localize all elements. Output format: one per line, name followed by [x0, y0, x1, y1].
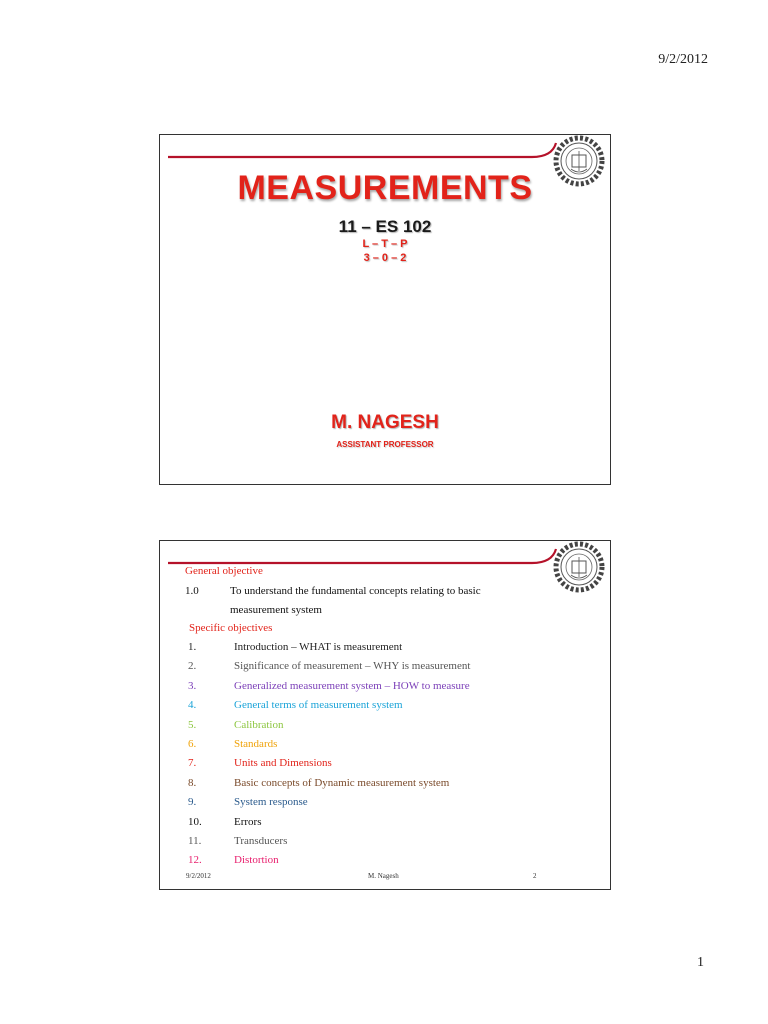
objective-number: 9. — [188, 796, 197, 809]
objective-item: Introduction – WHAT is measurement — [234, 641, 403, 653]
page-date: 9/2/2012 — [658, 52, 708, 67]
footer-page-number: 2 — [533, 872, 537, 880]
objective-number: 3. — [188, 679, 197, 692]
title-slide — [159, 134, 611, 485]
objective-item: Generalized measurement system – HOW to measure — [234, 679, 470, 692]
objective-number: 4. — [188, 699, 197, 712]
specific-objectives-heading: Specific objectives — [189, 622, 273, 634]
objective-number: 2. — [188, 660, 197, 673]
objective-item: Calibration — [234, 718, 284, 731]
general-objective-text: To understand the fundamental concepts relating to basic — [230, 585, 481, 597]
objective-item: Basic concepts of Dynamic measurement system — [234, 776, 450, 789]
general-objective-text-cont: measurement system — [230, 604, 322, 616]
objective-item: Errors — [234, 815, 262, 828]
objective-item: System response — [234, 796, 308, 809]
author-name: M. NAGESH — [331, 412, 439, 433]
objective-number: 10. — [188, 815, 202, 828]
institution-seal-icon — [553, 541, 605, 593]
objective-number: 11. — [188, 835, 202, 847]
objective-number: 1. — [188, 641, 197, 653]
general-objective-heading: General objective — [185, 565, 263, 577]
objective-item: General terms of measurement system — [234, 699, 403, 712]
objective-item: Units and Dimensions — [234, 757, 332, 770]
objective-item: Transducers — [234, 835, 288, 847]
ltp-values: 3 – 0 – 2 — [363, 252, 407, 264]
objective-number: 7. — [188, 757, 197, 770]
author-role: ASSISTANT PROFESSOR — [336, 440, 434, 449]
course-code: 11 – ES 102 — [338, 217, 432, 236]
general-objective-number: 1.0 — [185, 585, 199, 597]
objective-number: 8. — [188, 776, 197, 789]
ltp-label: L – T – P — [362, 238, 408, 250]
slide-title: MEASUREMENTS — [237, 169, 533, 207]
objective-number: 6. — [188, 738, 197, 750]
objective-item: Distortion — [234, 854, 279, 867]
page-number: 1 — [697, 955, 704, 970]
objective-item: Significance of measurement – WHY is measurement — [234, 660, 471, 673]
objective-number: 5. — [188, 718, 197, 731]
objectives-slide — [159, 540, 611, 890]
footer-author: M. Nagesh — [368, 872, 399, 880]
objective-number: 12. — [188, 854, 202, 867]
objective-item: Standards — [234, 738, 278, 750]
footer-date: 9/2/2012 — [186, 872, 211, 880]
